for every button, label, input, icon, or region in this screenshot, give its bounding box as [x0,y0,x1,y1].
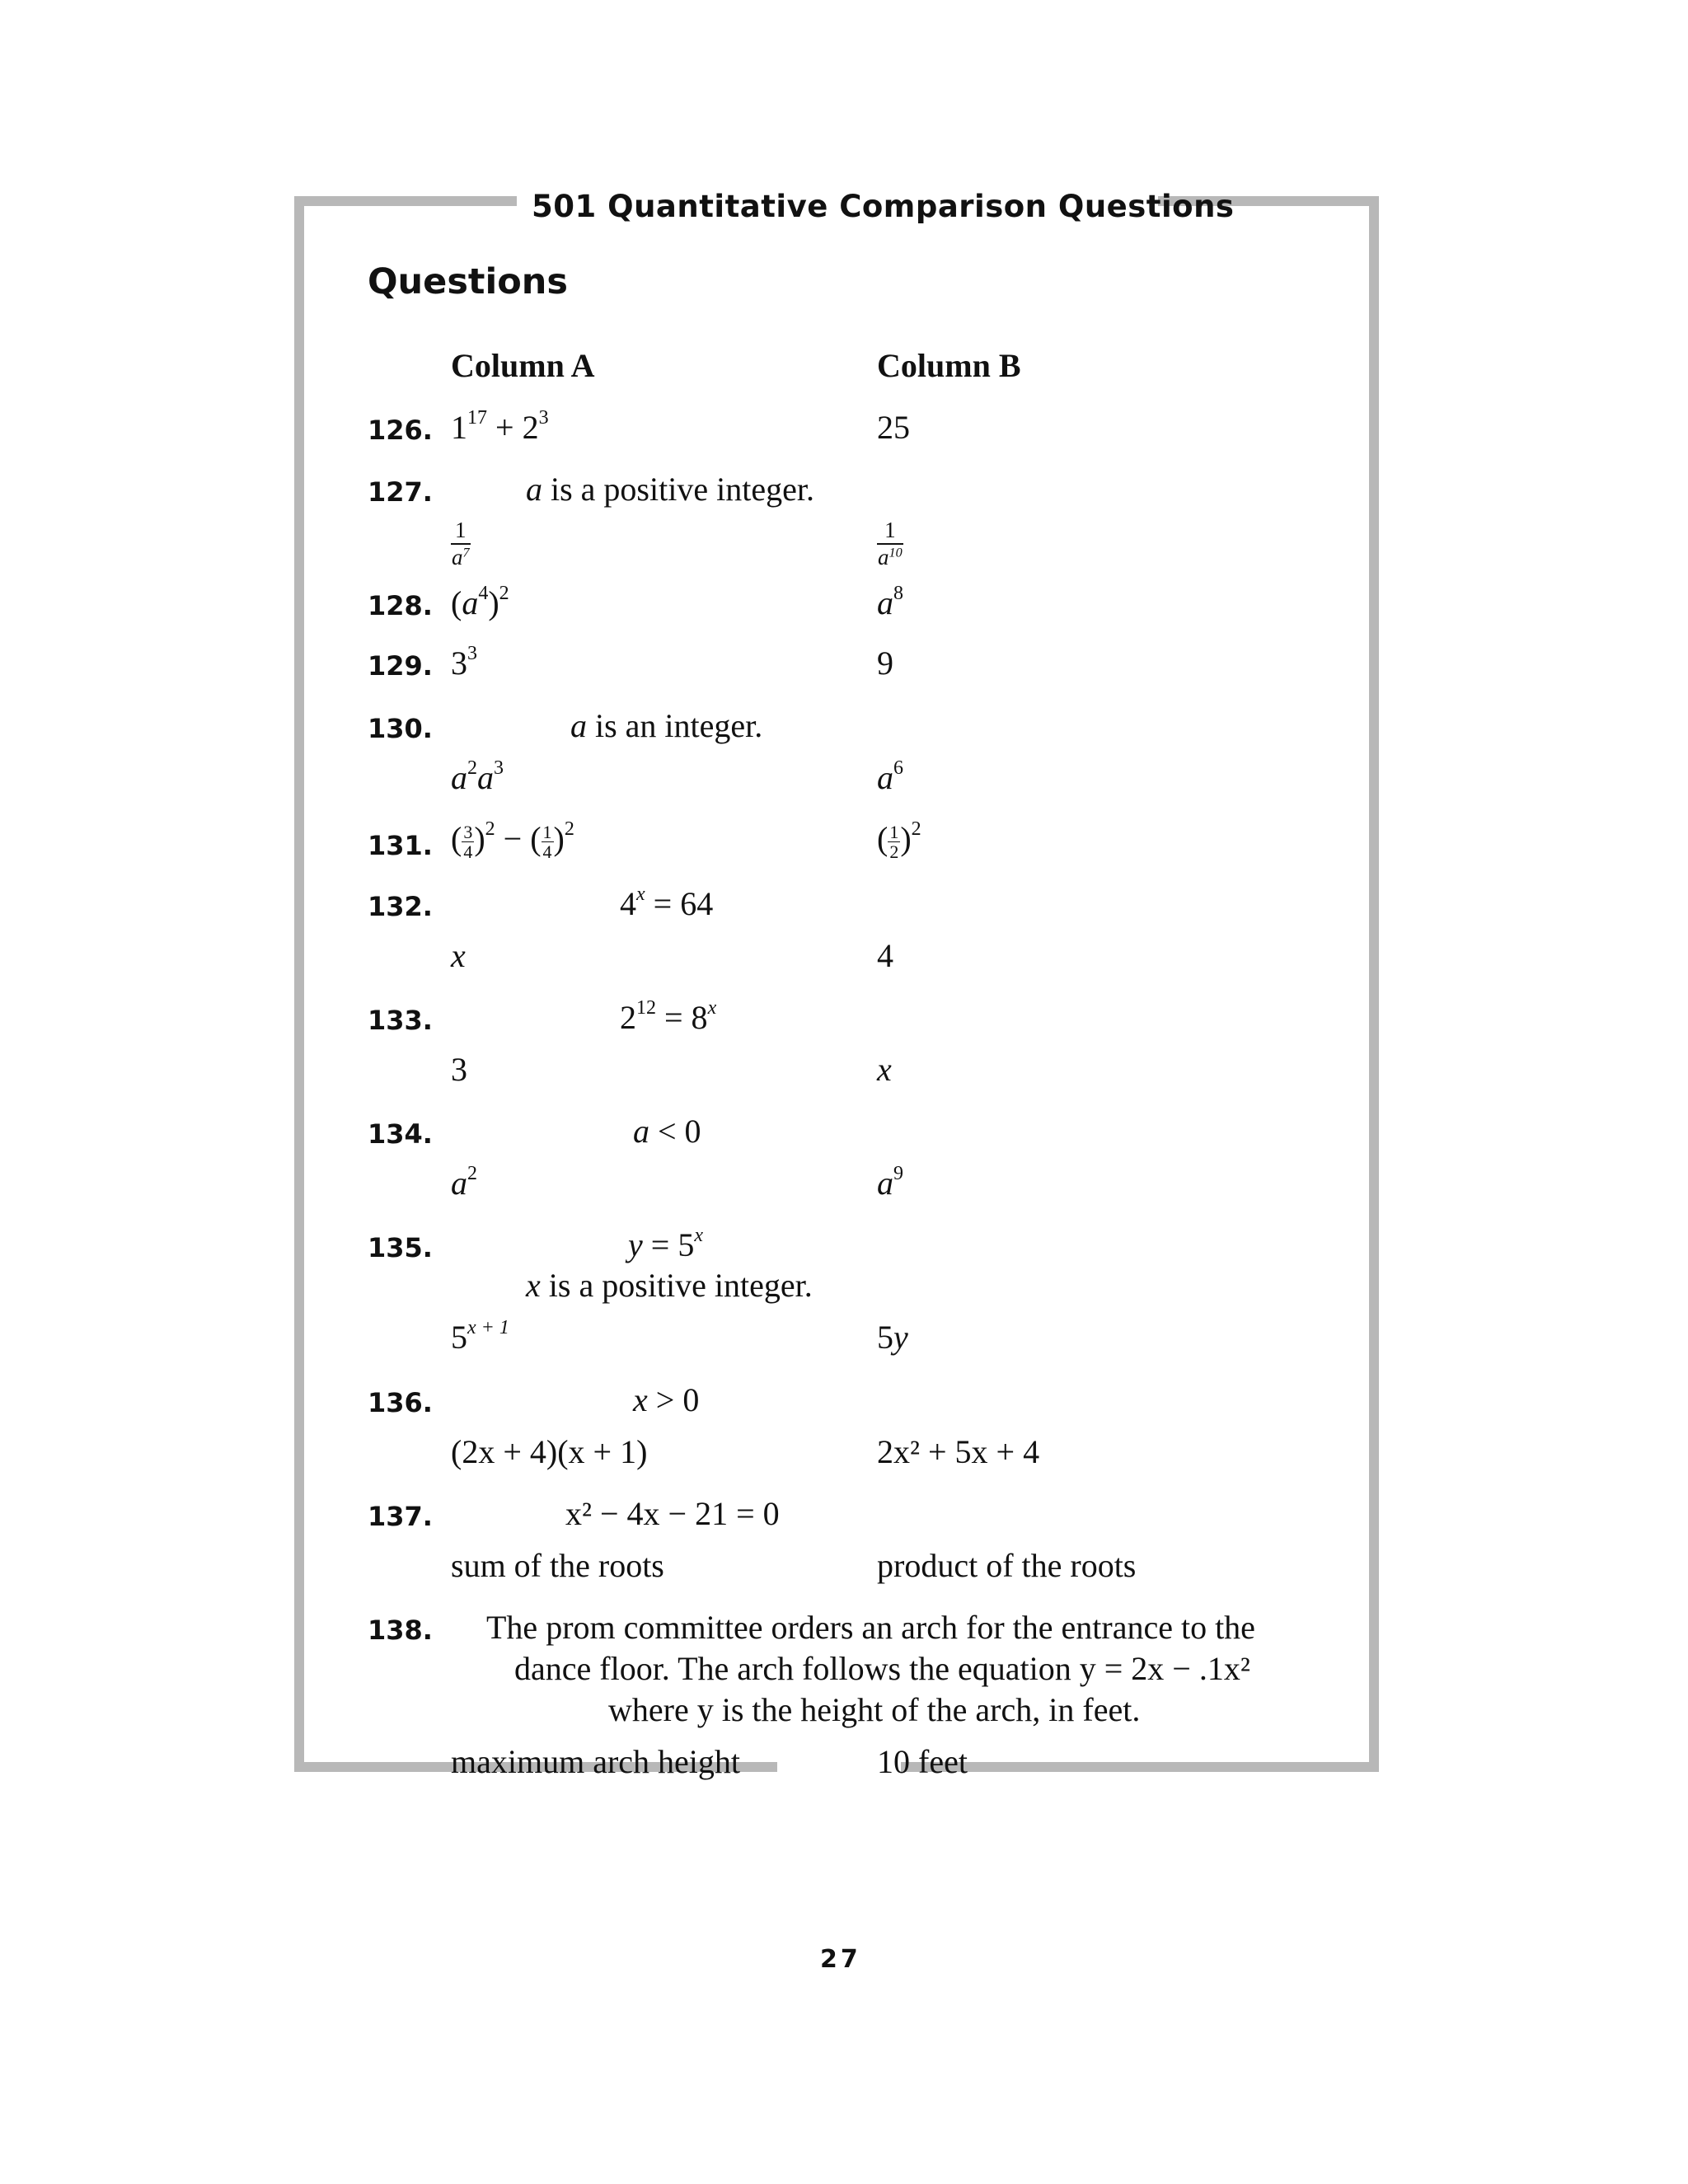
question-number: 129. [368,650,433,682]
q127-column-b: $\frac{1}{a^{10}}$ [878,518,903,570]
running-header: 501 Quantitative Comparison Questions [532,189,1235,224]
question-number: 126. [368,415,433,446]
q132-column-b: 4 [877,937,893,974]
section-title: Questions [368,261,568,302]
frame-left [294,196,304,1772]
frame-bottom-right [901,1762,1379,1772]
q137-column-b: product of the roots [877,1547,1137,1584]
q133-column-b: x [877,1051,892,1088]
question-number: 138. [368,1615,433,1646]
q135-column-a: $5^{x + 1}$ [451,1317,509,1356]
q135-given-equation: $y = 5^x$ [628,1225,703,1263]
q135-column-b: 5y [877,1319,908,1356]
q129-column-a: $3^3$ [451,643,477,682]
q134-column-b: $a^9$ [877,1163,903,1202]
q138-given-line-2: dance floor. The arch follows the equation y = 2x − .1x² [514,1650,1250,1687]
question-number: 135. [368,1232,433,1263]
column-a-heading: Column A [451,347,595,384]
q130-given: a is an integer. [570,707,763,744]
question-number: 127. [368,476,433,508]
q136-column-a: (2x + 4)(x + 1) [451,1433,648,1470]
frame-right [1369,196,1379,1772]
question-number: 132. [368,891,433,922]
q138-column-a: maximum arch height [451,1743,741,1780]
q130-column-a: $a^2a^3$ [451,757,504,796]
q133-given: $2^{12} = 8^x$ [620,997,717,1036]
q128-column-a: $(a^4)^2$ [451,583,509,621]
q134-given: a < 0 [633,1113,701,1150]
q126-column-b: 25 [877,409,910,446]
q138-given-line-3: where y is the height of the arch, in feet. [608,1691,1141,1728]
q133-column-a: 3 [451,1051,467,1088]
q134-column-a: $a^2$ [451,1163,477,1202]
q136-given: x > 0 [633,1381,700,1418]
q129-column-b: 9 [877,644,893,682]
frame-top-left [294,196,517,206]
q131-column-b: ( $\frac{1}{2}$ )$^2$ [877,818,921,863]
q130-column-b: $a^6$ [877,757,903,796]
q137-given: x² − 4x − 21 = 0 [565,1495,780,1532]
q135-given-condition: x is a positive integer. [526,1267,813,1304]
q132-column-a: x [451,937,466,974]
question-number: 134. [368,1118,433,1150]
q138-column-b: 10 feet [877,1743,968,1780]
question-number: 130. [368,713,433,744]
question-number: 137. [368,1501,433,1532]
q127-column-a: $\frac{1}{a^7}$ [452,518,470,570]
q136-column-b: 2x² + 5x + 4 [877,1433,1040,1470]
q128-column-b: $a^8$ [877,583,903,621]
q137-column-a: sum of the roots [451,1547,664,1584]
question-number: 133. [368,1005,433,1036]
q127-given: a is a positive integer. [526,471,814,508]
question-number: 128. [368,590,433,621]
column-b-heading: Column B [877,347,1021,384]
q138-given-line-1: The prom committee orders an arch for the entrance to the [486,1609,1255,1646]
q131-column-a: ( $\frac{3}{4}$ )$^2$ − ( $\frac{1}{4}$ )$^2$ [451,818,574,863]
page-number: 27 [820,1945,861,1974]
question-number: 131. [368,830,433,861]
q126-column-a: $1^{17} + 2^3$ [451,407,549,446]
question-number: 136. [368,1387,433,1418]
q132-given: $4^x = 64$ [620,883,714,922]
